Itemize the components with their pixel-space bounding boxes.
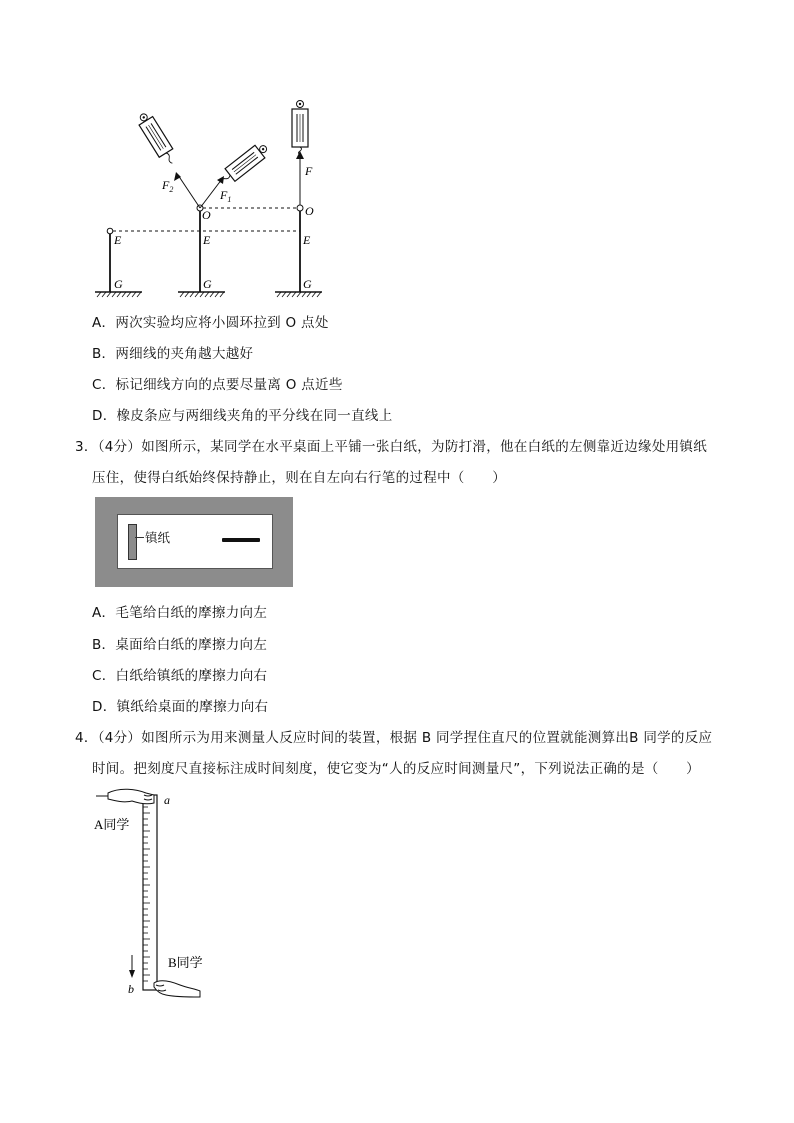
ground-right [275, 292, 322, 297]
fall-arrow-icon [129, 970, 135, 978]
label-E-left: E [114, 233, 122, 247]
reaction-ruler-figure [88, 785, 218, 1000]
q3-option-d[interactable]: D．镇纸给桌面的摩擦力向右 [92, 699, 269, 715]
label-F1: $F_1$ [220, 188, 232, 204]
q3-option-c[interactable]: C．白纸给镇纸的摩擦力向右 [92, 668, 268, 684]
hand-a [96, 789, 154, 804]
q3-option-a[interactable]: A．毛笔给白纸的摩擦力向左 [92, 605, 268, 621]
q2-option-a[interactable]: A．两次实验均应将小圆环拉到 O 点处 [92, 315, 329, 331]
q3-stem-line2: 压住，使得白纸始终保持静止，则在自左向右行笔的过程中（ ） [92, 470, 506, 486]
q2-option-b[interactable]: B．两细线的夹角越大越好 [92, 346, 254, 362]
label-student-a: A同学 [94, 817, 130, 832]
ground-left [95, 292, 142, 297]
label-F2: $F_2$ [162, 178, 174, 194]
q4-stem-line1: 4．（4分）如图所示为用来测量人反应时间的装置，根据 B 同学捏住直尺的位置就能测算出B 同学的反应 [75, 730, 713, 746]
label-G-right: G [303, 277, 312, 291]
white-paper [117, 514, 273, 569]
q2-option-c[interactable]: C．标记细线方向的点要尽量离 O 点近些 [92, 377, 343, 393]
paperweight [128, 524, 137, 560]
ruler [143, 795, 157, 990]
q3-stem-line1: 3．（4分）如图所示，某同学在水平桌面上平铺一张白纸，为防打滑，他在白纸的左侧靠近边缘处用镇纸 [75, 439, 708, 455]
spring-balance-1 [135, 110, 179, 167]
q3-figure [95, 497, 293, 587]
label-student-b: B同学 [168, 955, 203, 970]
label-O-right: O [305, 204, 314, 218]
paperweight-label: 镇纸 [145, 530, 171, 545]
ground-middle [178, 292, 225, 297]
brush-stroke [222, 538, 260, 542]
hand-b [154, 981, 200, 997]
paperweight-leader-line [135, 537, 144, 538]
q3-option-b[interactable]: B．桌面给白纸的摩擦力向左 [92, 637, 268, 653]
label-a: a [164, 793, 170, 807]
label-b: b [128, 982, 134, 996]
label-E-right: E [303, 233, 311, 247]
force-experiment-figure [90, 95, 330, 300]
spring-balance-3 [292, 101, 308, 156]
label-O-middle: O [202, 208, 211, 222]
label-G-left: G [114, 277, 123, 291]
label-F: F [305, 164, 313, 178]
spring-balance-2 [216, 141, 271, 189]
q2-option-d[interactable]: D．橡皮条应与两细线夹角的平分线在同一直线上 [92, 408, 393, 424]
label-G-middle: G [203, 277, 212, 291]
q4-stem-line2: 时间。把刻度尺直接标注成时间刻度，使它变为“人的反应时间测量尺”，下列说法正确的是（ ） [92, 761, 700, 777]
label-E-middle: E [203, 233, 211, 247]
